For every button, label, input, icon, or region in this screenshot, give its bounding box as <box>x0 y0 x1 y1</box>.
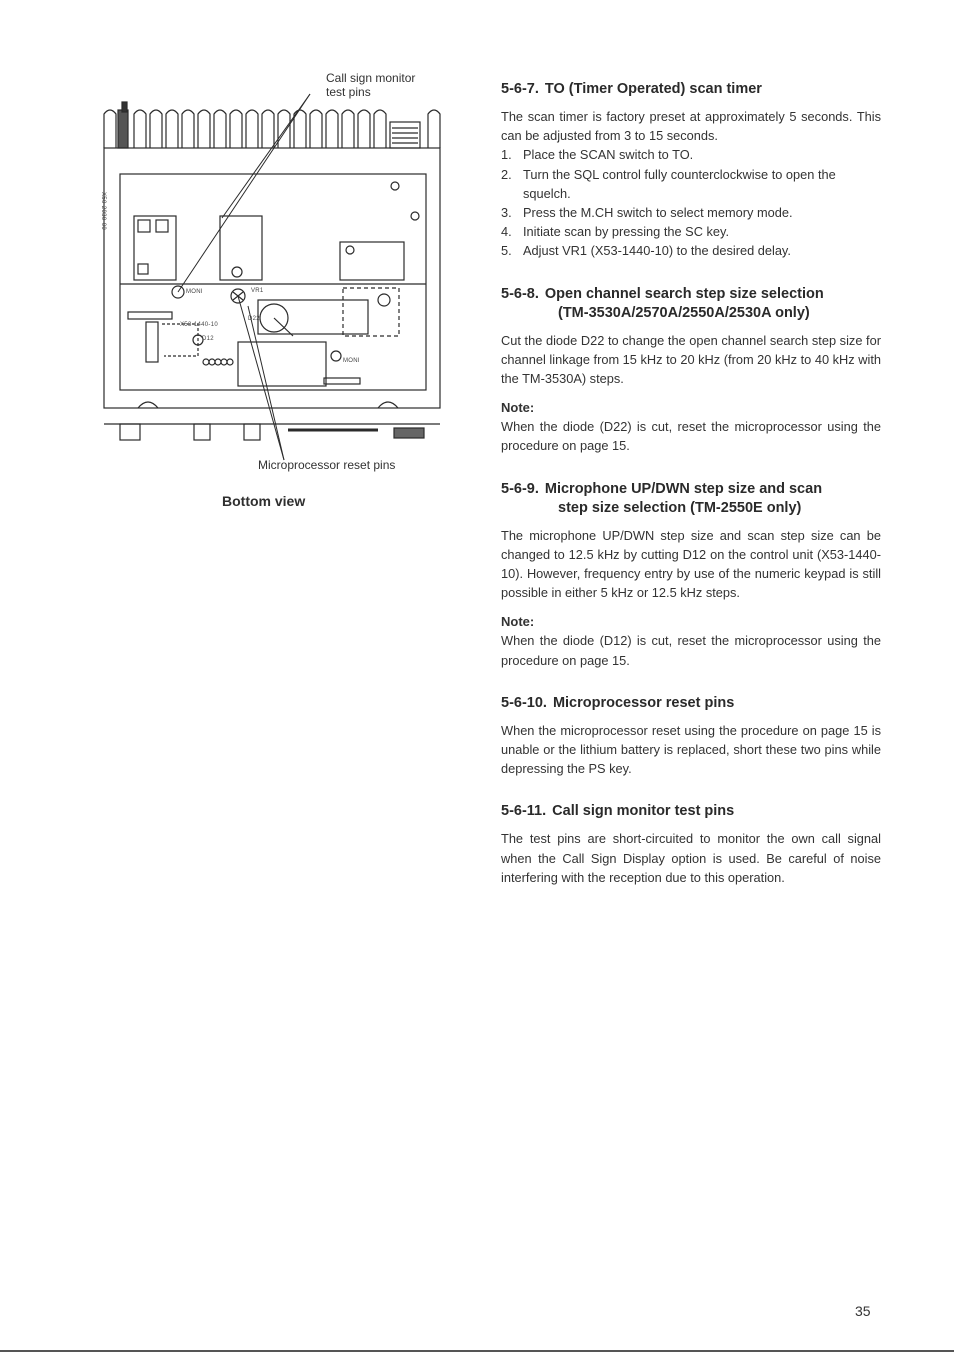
step-number: 5. <box>501 243 512 259</box>
step-text: Initiate scan by pressing the SC key. <box>523 224 730 240</box>
step-text: Turn the SQL control fully counterclockwise to open the squelch. <box>523 166 836 201</box>
callout-top-line-2: test pins <box>326 85 371 99</box>
note-text: When the diode (D12) is cut, reset the microprocessor using the procedure on page 15. <box>501 633 881 668</box>
section-5-6-11 <box>501 802 881 887</box>
section-number: 5-6-10. <box>501 694 547 711</box>
label-board-code: X53-1440-10 <box>180 322 218 328</box>
label-d12: D12 <box>202 336 214 342</box>
section-title: Microprocessor reset pins <box>552 694 735 711</box>
list-item <box>501 241 881 260</box>
section-number: 5-6-11. <box>501 803 547 820</box>
text-column <box>501 80 881 911</box>
section-5-6-9 <box>501 480 881 670</box>
section-title-continued: step size selection (TM-2550E only) <box>558 499 802 516</box>
step-text: Press the M.CH switch to select memory mode. <box>523 205 793 221</box>
section-heading <box>501 480 881 518</box>
section-heading <box>501 80 881 99</box>
page-number: 35 <box>855 1303 871 1319</box>
section-title: Microphone UP/DWN step size and scan <box>544 480 823 497</box>
bottom-rule <box>0 1350 954 1352</box>
section-number: 5-6-7. <box>501 81 539 97</box>
label-side-code: X50-2030-00 <box>100 192 106 230</box>
step-number: 2. <box>501 166 512 182</box>
step-number: 4. <box>501 224 512 240</box>
list-item <box>501 203 881 222</box>
note-text: When the diode (D22) is cut, reset the microprocessor using the procedure on page 15. <box>501 419 881 454</box>
section-body: When the microprocessor reset using the procedure on page 15 is unable or the lithium battery is replaced, short these two pins while depressing the PS key. <box>501 722 881 777</box>
section-5-6-7 <box>501 80 881 261</box>
label-d22: D22 <box>248 316 260 322</box>
step-text: Adjust VR1 (X53-1440-10) to the desired delay. <box>523 243 791 259</box>
section-body: Cut the diode D22 to change the open channel search step size for channel linkage from 15 kHz to 20 kHz (from 20 kHz to 40 kHz with the TM-3530A) steps. <box>501 332 881 387</box>
callout-microprocessor-reset: Microprocessor reset pins <box>258 458 396 472</box>
label-moni-right: MONI <box>343 358 360 364</box>
callout-call-sign-monitor <box>326 71 415 99</box>
section-title-continued: (TM-3530A/2570A/2550A/2530A only) <box>558 304 810 321</box>
section-heading <box>501 694 881 713</box>
label-vr1: VR1 <box>251 288 264 294</box>
section-title: Open channel search step size selection <box>544 285 824 302</box>
label-moni-left: MONI <box>186 289 203 295</box>
callout-top-line-1: Call sign monitor <box>326 71 416 85</box>
step-number: 3. <box>501 205 512 221</box>
list-item <box>501 165 881 203</box>
section-5-6-8 <box>501 285 881 456</box>
chassis-drawing <box>98 66 446 466</box>
section-5-6-10 <box>501 694 881 779</box>
list-item <box>501 222 881 241</box>
step-list <box>501 145 881 260</box>
step-text: Place the SCAN switch to TO. <box>523 147 694 163</box>
section-intro: The scan timer is factory preset at approximately 5 seconds. This can be adjusted from 3 to 15 seconds. <box>501 109 881 144</box>
section-heading <box>501 285 881 323</box>
note-title: Note: <box>501 614 535 630</box>
section-number: 5-6-9. <box>501 480 539 497</box>
note-title: Note: <box>501 400 535 416</box>
diagram-caption: Bottom view <box>222 493 306 509</box>
list-item <box>501 145 881 164</box>
section-body: The microphone UP/DWN step size and scan step size can be changed to 12.5 kHz by cutting D12 on the control unit (X53-1440-10). However, frequency entry by use of the numeric keypad is still possible in either 5 kHz or 12.5 kHz steps. <box>501 527 881 601</box>
section-body: The test pins are short-circuited to monitor the own call signal when the Call Sign Display option is used. Be careful of noise interfering with the reception due to this operation. <box>501 831 881 885</box>
section-title: Call sign monitor test pins <box>552 803 735 820</box>
section-title: TO (Timer Operated) scan timer <box>544 81 762 97</box>
step-number: 1. <box>501 147 512 163</box>
bottom-view-diagram <box>98 66 446 486</box>
section-heading <box>501 802 881 821</box>
section-number: 5-6-8. <box>501 285 539 302</box>
